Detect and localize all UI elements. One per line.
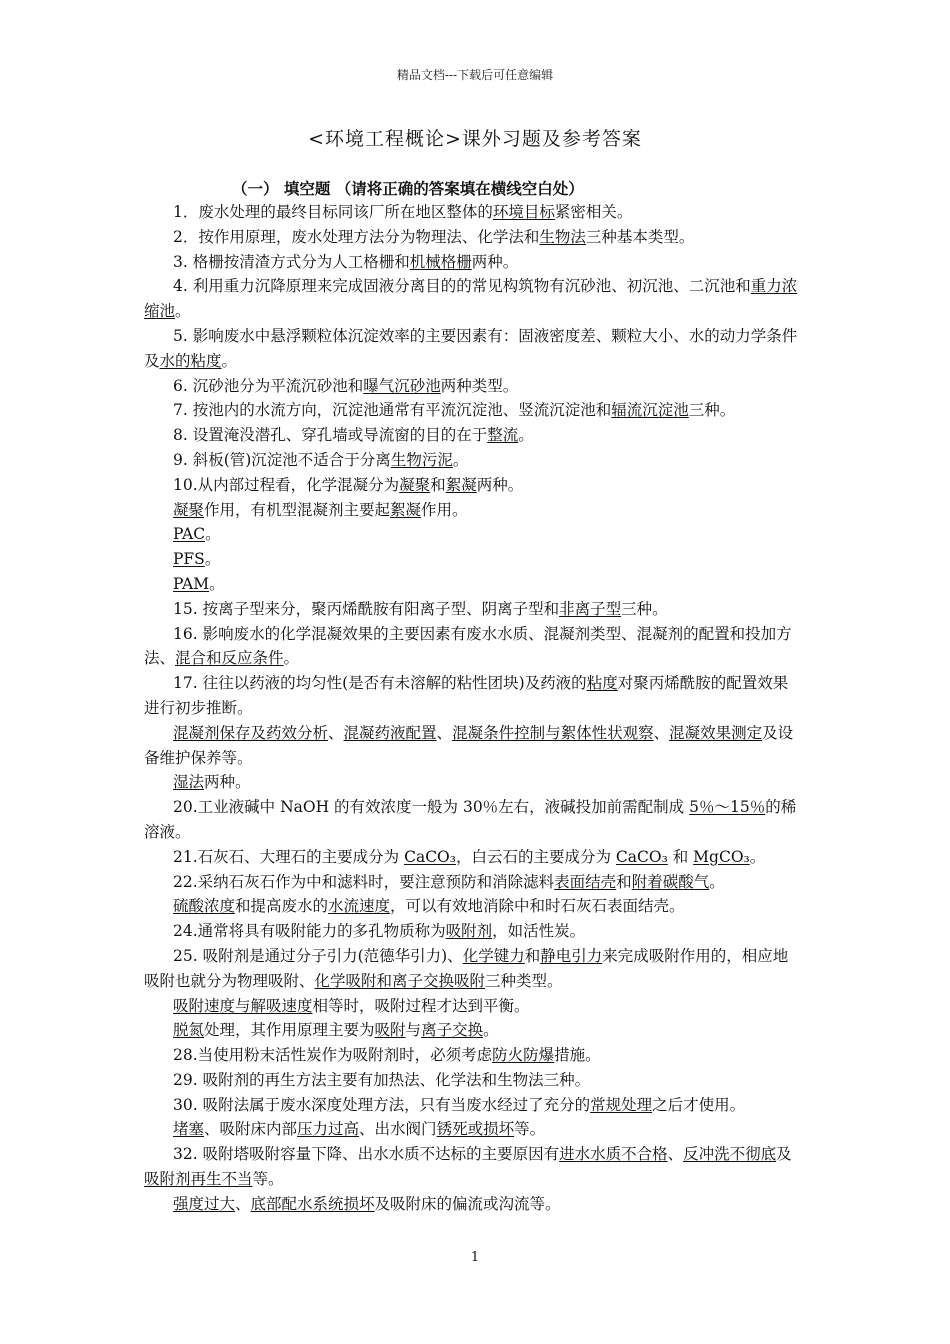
question-text: 三种基本类型。 [585, 227, 695, 246]
question-text: 相等时，吸附过程才达到平衡。 [312, 996, 530, 1015]
question-line [144, 473, 802, 498]
question-text: 1．废水处理的最终目标同该厂所在地区整体的 [173, 203, 493, 221]
question-text: 5. 影响废水中悬浮颗粒体沉淀效率的主要因素有：固液密度差、颗粒大小、水的动力学条件及 [144, 326, 798, 370]
answer-blank: 絮凝 [445, 475, 477, 494]
question-line [144, 944, 802, 994]
answer-blank: PAC [173, 525, 206, 544]
answer-blank: 硫酸浓度 [173, 897, 236, 916]
question-text: ，白云石的主要成分为 [455, 847, 616, 866]
answer-blank: MgCO₃ [693, 847, 750, 866]
answer-blank: 进水水质不合格 [559, 1145, 668, 1164]
answer-blank: 底部配水系统损坏 [250, 1194, 375, 1213]
answer-blank: 整流 [487, 426, 519, 445]
question-text: 21.石灰石、大理石的主要成分为 [173, 847, 405, 866]
answer-blank: 堵塞 [173, 1120, 205, 1139]
question-line [144, 572, 802, 597]
question-text: 8. 设置淹没潜孔、穿孔墙或导流窗的目的在于 [173, 426, 488, 445]
question-text: 10.从内部过程看，化学混凝分为 [173, 475, 400, 494]
answer-blank: 环境目标 [492, 203, 555, 221]
question-text: 25. 吸附剂是通过分子引力(范德华引力)、 [173, 946, 463, 965]
answer-blank: 生物法 [539, 227, 586, 246]
question-line [144, 597, 802, 622]
question-text: 及吸附床的偏流或沟流等。 [374, 1194, 561, 1213]
question-text: 29. 吸附剂的再生方法主要有加热法、化学法和生物法三种。 [173, 1070, 591, 1089]
question-text: 22.采纳石灰石作为中和滤料时，要注意预防和消除滤料 [173, 872, 555, 891]
question-line [144, 919, 802, 944]
answer-blank: CaCO₃ [404, 847, 456, 866]
question-text: 和 [667, 847, 694, 866]
question-text: 。 [205, 525, 221, 544]
question-list [144, 200, 802, 1217]
question-text: 、 [235, 1194, 251, 1213]
answer-blank: 粘度 [586, 674, 618, 693]
question-text: 等。 [514, 1120, 546, 1139]
question-text: 的稀溶液。 [144, 798, 797, 841]
question-text: 来完成吸附作用的，相应地吸附也就分为物理吸附、 [144, 946, 789, 990]
question-text: ，如活性炭。 [492, 922, 586, 941]
answer-blank: 混凝效果测定 [669, 723, 763, 742]
answer-blank: 水流速度 [328, 897, 391, 916]
question-text: 、吸附床内部 [204, 1120, 298, 1139]
question-line [144, 398, 802, 423]
answer-blank: 凝聚 [173, 500, 205, 519]
question-line [144, 374, 802, 399]
answer-blank: PFS [173, 550, 205, 569]
question-text: 及 [776, 1145, 792, 1164]
question-line [144, 671, 802, 721]
document-title: <环境工程概论>课外习题及参考答案 [308, 128, 642, 150]
question-text: 措施。 [554, 1046, 601, 1065]
answer-blank: 非离子型 [559, 599, 622, 618]
question-text: 作用，有机型混凝剂主要起 [204, 500, 391, 519]
question-line [144, 547, 802, 572]
answer-blank: 生物污泥 [390, 450, 453, 469]
question-line [144, 522, 802, 547]
page-header: 精品文档---下载后可任意编辑 [396, 68, 554, 82]
question-text: 三种类型。 [485, 971, 563, 990]
question-line [144, 274, 802, 324]
question-text: 6. 沉砂池分为平流沉砂池和 [173, 376, 364, 395]
question-text: 15. 按离子型来分，聚丙烯酰胺有阳离子型、阴离子型和 [173, 599, 560, 618]
question-line [144, 994, 802, 1019]
answer-blank: 吸附剂再生不当 [144, 1170, 253, 1189]
question-text: 7. 按池内的水流方向，沉淀池通常有平流沉淀池、竖流沉淀池和 [173, 401, 612, 420]
question-text: 和 [430, 475, 446, 494]
answer-blank: 化学键力 [462, 946, 525, 965]
answer-blank: 湿法 [173, 773, 205, 792]
answer-blank: 曝气沉砂池 [363, 376, 441, 395]
question-text: 两种。 [476, 475, 524, 494]
question-text: 。 [518, 426, 534, 445]
answer-blank: 辐流沉淀池 [611, 401, 689, 420]
question-text: 和 [524, 946, 541, 965]
question-text: 之后才使用。 [652, 1095, 746, 1114]
answer-blank: 5％～15％ [689, 798, 766, 817]
question-line [144, 1018, 802, 1043]
question-line [144, 1142, 802, 1192]
answer-blank: 吸附 [374, 1021, 406, 1040]
answer-blank: 凝聚 [399, 475, 431, 494]
question-text: 。 [483, 1021, 499, 1040]
question-line [144, 894, 802, 919]
answer-blank: 絮凝 [390, 500, 422, 519]
question-text: 、 [436, 723, 453, 742]
question-text: 、出水阀门 [359, 1120, 437, 1139]
question-text: 。 [209, 574, 225, 593]
question-text: 。 [221, 351, 238, 370]
question-text: 、 [328, 723, 344, 742]
question-line [144, 448, 802, 473]
answer-blank: CaCO₃ [615, 847, 668, 866]
question-text: 及设备维护保养等。 [144, 723, 794, 767]
question-line [144, 225, 802, 250]
answer-blank: 压力过高 [297, 1120, 360, 1139]
question-text: 。 [283, 649, 300, 668]
question-text: 、 [653, 723, 670, 742]
question-line [144, 324, 802, 374]
question-text: 28.当使用粉末活性炭作为吸附剂时，必须考虑 [173, 1046, 493, 1065]
answer-blank: 水的粘度 [159, 351, 222, 370]
question-text: 两种。 [471, 252, 519, 271]
question-line [144, 1068, 802, 1093]
question-text: 4. 利用重力沉降原理来完成固液分离目的的常见构筑物有沉砂池、初沉池、二沉池和 [173, 277, 751, 296]
question-text: 20.工业液碱中 NaOH 的有效浓度一般为 30％左右，液碱投加前需配制成 [173, 798, 690, 817]
answer-blank: 混合和反应条件 [175, 649, 284, 668]
question-line [144, 200, 802, 225]
question-text: 与 [405, 1021, 422, 1040]
question-text: 、 [667, 1145, 684, 1164]
question-text: 9. 斜板(管)沉淀池不适合于分离 [173, 450, 391, 469]
answer-blank: 重力浓缩池 [144, 277, 798, 321]
answer-blank: 强度过大 [173, 1194, 236, 1213]
question-text: 17. 往往以药液的均匀性(是否有未溶解的粘性团块)及药液的 [173, 674, 587, 693]
answer-blank: 附着碳酸气 [631, 872, 710, 891]
question-text: 。 [175, 302, 191, 321]
answer-blank: 混凝剂保存及药效分析 [173, 723, 329, 742]
answer-blank: 吸附剂 [445, 922, 493, 941]
question-text: 16. 影响废水的化学混凝效果的主要因素有废水水质、混凝剂类型、混凝剂的配置和投加方法、 [144, 624, 792, 668]
question-line [144, 845, 802, 870]
answer-blank: 混凝药液配置 [343, 723, 437, 742]
question-text: 。 [749, 847, 766, 866]
question-line [144, 498, 802, 523]
question-text: 24.通常将具有吸附能力的多孔物质称为 [173, 922, 446, 941]
answer-blank: 反冲洗不彻底 [683, 1145, 777, 1164]
answer-blank: 混凝条件控制与絮体性状观察 [452, 723, 654, 742]
question-text: 2．按作用原理，废水处理方法分为物理法、化学法和 [173, 227, 540, 246]
question-text: 。 [452, 450, 469, 469]
page-number: 1 [470, 1250, 480, 1265]
answer-blank: 防火防爆 [492, 1046, 555, 1065]
question-text: 和 [616, 872, 632, 891]
answer-blank: 锈死或损坏 [436, 1120, 515, 1139]
answer-blank: 脱氮 [173, 1021, 205, 1040]
question-text: ，可以有效地消除中和时石灰石表面结壳。 [390, 897, 685, 916]
question-text: 紧密相关。 [554, 203, 633, 221]
answer-blank: 离子交换 [421, 1021, 484, 1040]
question-line [144, 770, 802, 795]
question-text: 。 [709, 872, 725, 891]
question-text: 30. 吸附法属于废水深度处理方法，只有当废水经过了充分的 [173, 1095, 591, 1114]
question-line [144, 250, 802, 275]
answer-blank: PAM [173, 574, 210, 593]
question-text: 处理，其作用原理主要为 [204, 1021, 375, 1040]
answer-blank: 机械格栅 [409, 252, 472, 271]
question-line [144, 795, 802, 845]
section-heading: （一） 填空题 （请将正确的答案填在横线空白处） [232, 179, 584, 198]
question-text: 对聚丙烯酰胺的配置效果进行初步推断。 [144, 674, 789, 717]
answer-blank: 常规处理 [590, 1095, 653, 1114]
question-line [144, 622, 802, 672]
question-line [144, 1117, 802, 1142]
answer-blank: 化学吸附和离子交换吸附 [314, 971, 486, 990]
question-line [144, 423, 802, 448]
answer-blank: 表面结壳 [554, 872, 617, 891]
question-text: 32. 吸附塔吸附容量下降、出水水质不达标的主要原因有 [173, 1145, 560, 1164]
question-text: 两种类型。 [440, 376, 519, 395]
question-line [144, 1093, 802, 1118]
question-text: 等。 [252, 1170, 284, 1189]
answer-blank: 吸附速度与解吸速度 [173, 996, 313, 1015]
question-text: 作用。 [421, 500, 468, 519]
question-text: 两种。 [204, 773, 251, 792]
question-text: 3. 格栅按清渣方式分为人工格栅和 [173, 252, 410, 271]
question-line [144, 870, 802, 895]
question-text: 和提高废水的 [235, 897, 329, 916]
answer-blank: 静电引力 [540, 946, 603, 965]
question-text: 三种。 [621, 599, 668, 618]
question-line [144, 1043, 802, 1068]
question-line [144, 721, 802, 771]
question-text: 三种。 [688, 401, 736, 420]
question-line [144, 1192, 802, 1217]
question-text: 。 [204, 550, 221, 569]
